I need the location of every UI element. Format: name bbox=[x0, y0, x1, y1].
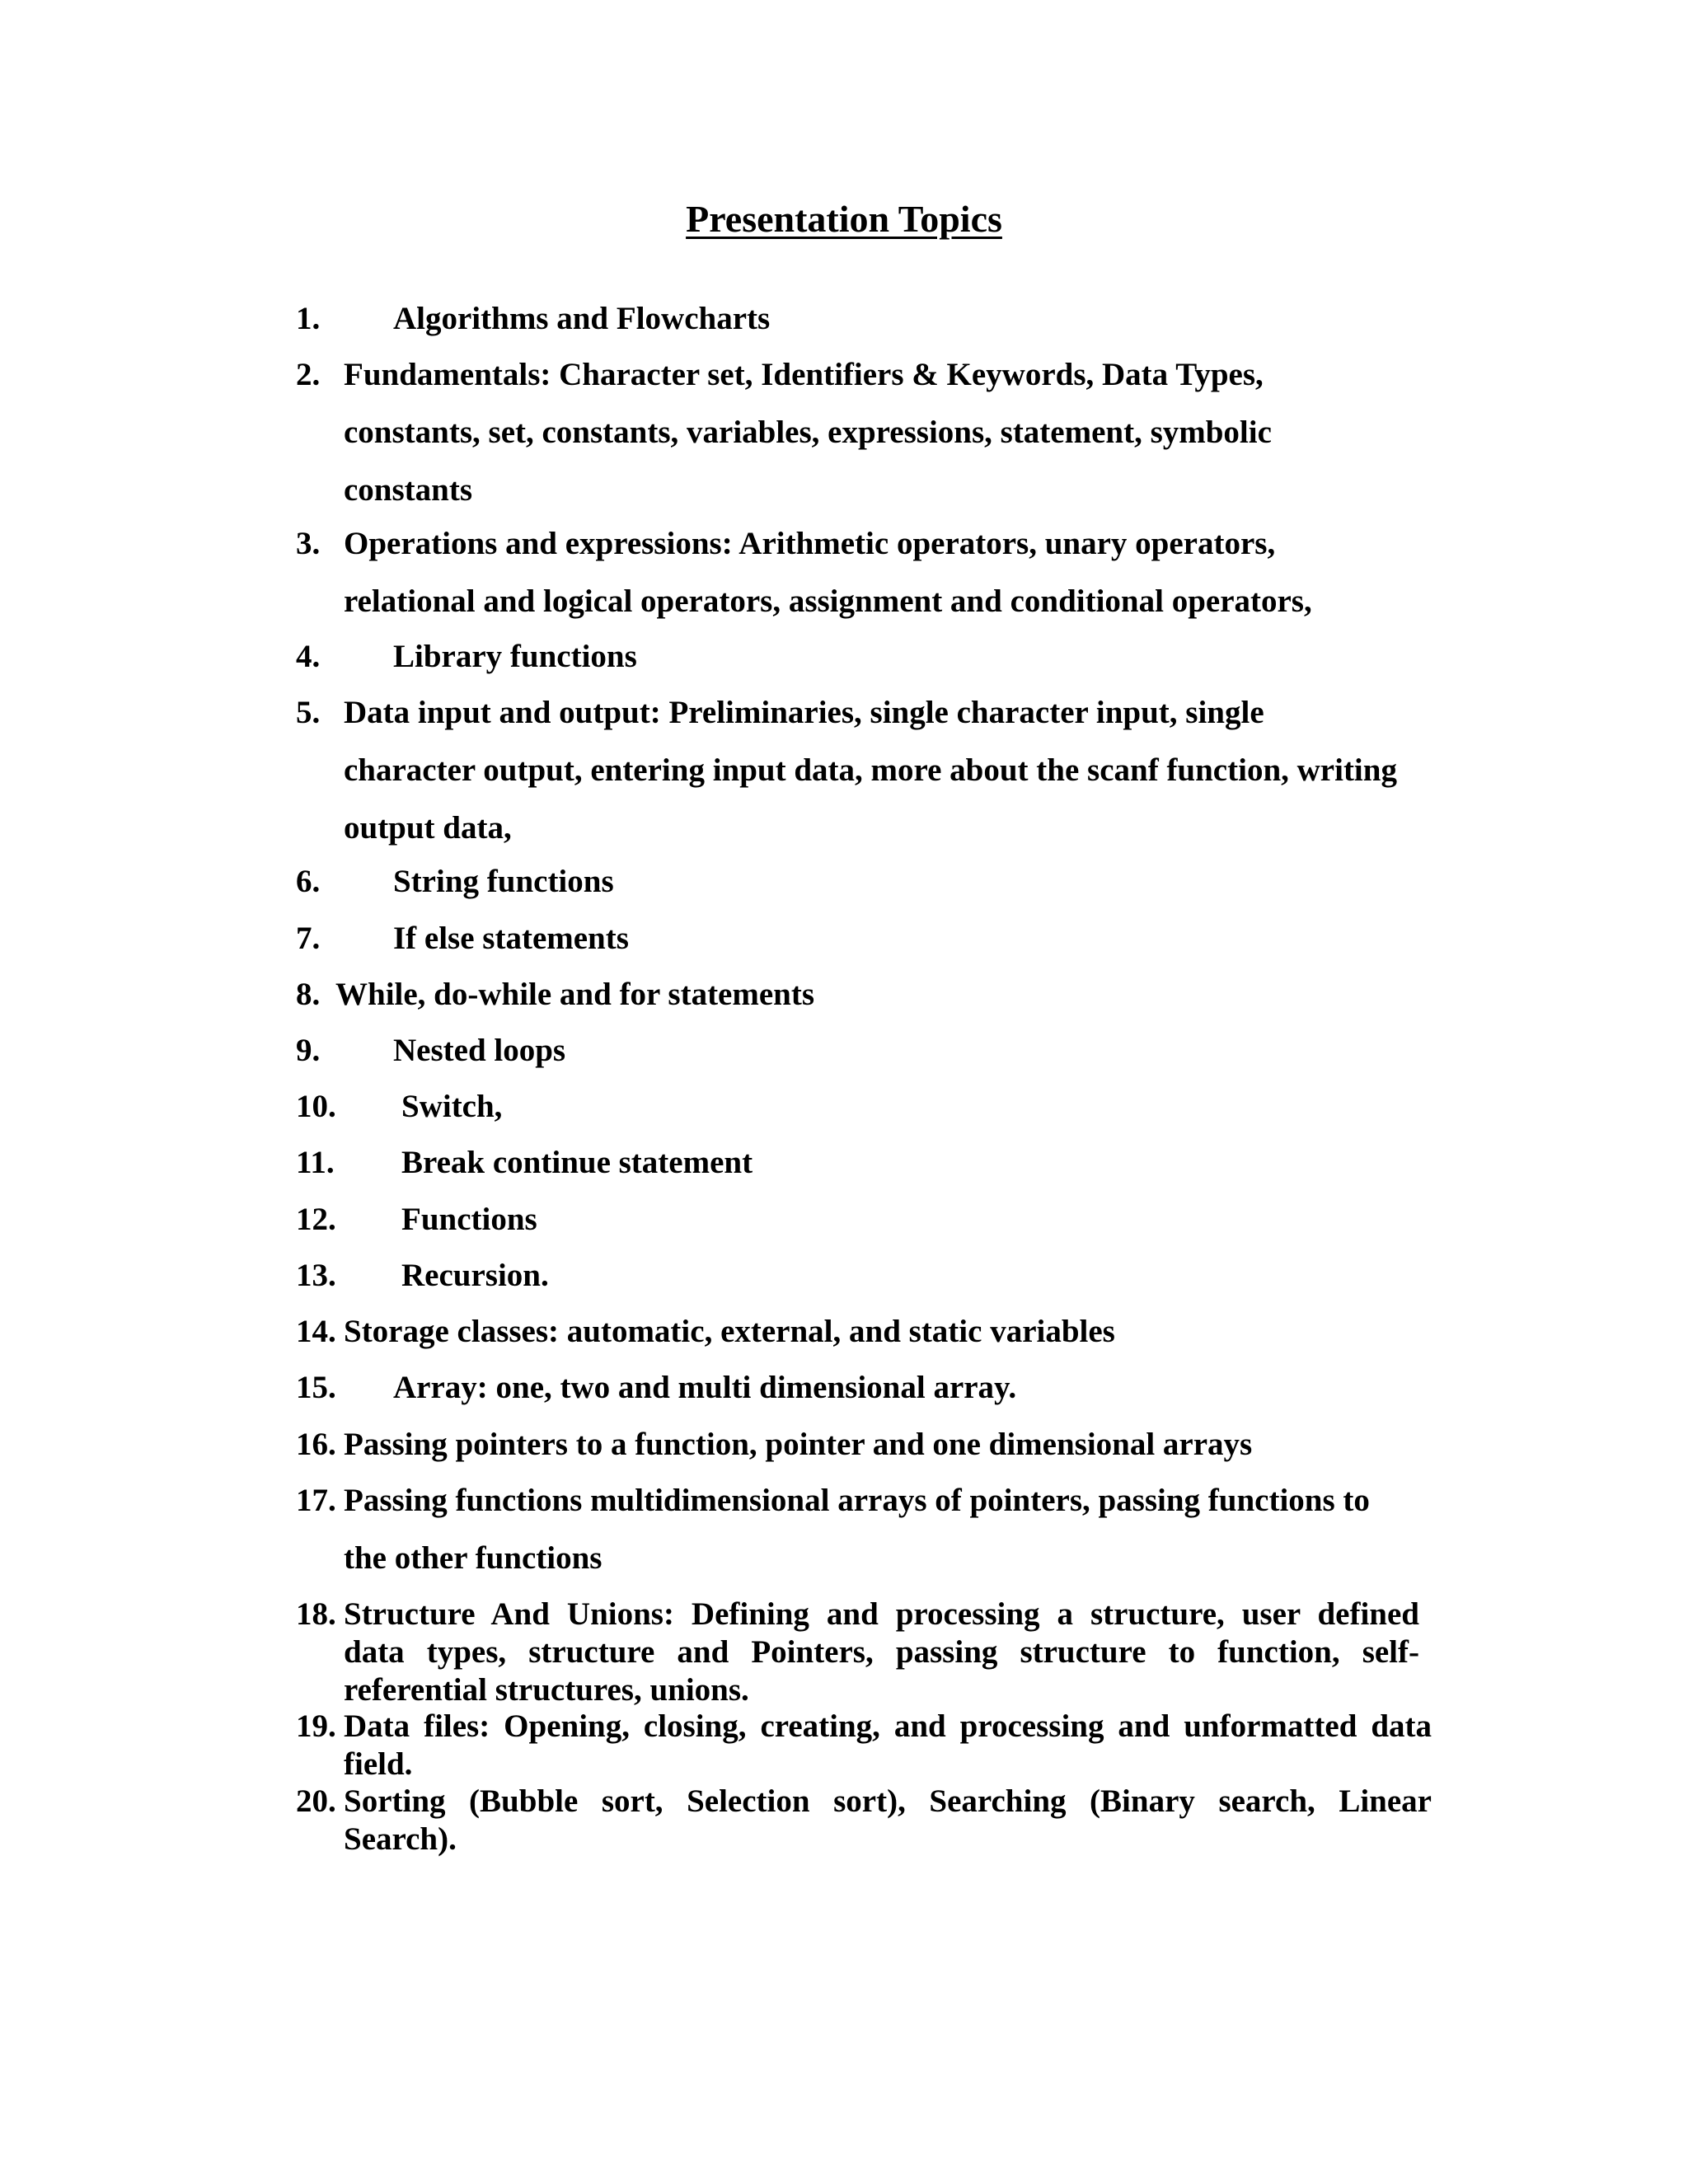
list-item-text bbox=[401, 1134, 753, 1192]
list-item-text bbox=[393, 910, 629, 968]
list-item-line: Search). bbox=[344, 1821, 457, 1857]
list-item-number: 15. bbox=[296, 1370, 336, 1405]
list-item-text bbox=[344, 1708, 1432, 1783]
list-item-number: 2. bbox=[296, 357, 321, 392]
list-item-line: Sorting (Bubble sort, Selection sort), Searching (Binary search, Linear bbox=[344, 1783, 1432, 1819]
list-item-number: 16. bbox=[296, 1427, 336, 1462]
list-item-text bbox=[344, 346, 1272, 519]
list-item-line: Fundamentals: Character set, Identifiers & Keywords, Data Types, bbox=[344, 357, 1264, 392]
list-item-line: constants, set, constants, variables, expressions, statement, symbolic bbox=[344, 415, 1272, 450]
list-item-text bbox=[393, 853, 614, 911]
list-item-line: Array: one, two and multi dimensional array. bbox=[393, 1370, 1017, 1405]
list-item-line: relational and logical operators, assignment and conditional operators, bbox=[344, 583, 1312, 619]
list-item-number: 7. bbox=[296, 921, 321, 956]
list-item-line: Data input and output: Preliminaries, single character input, single bbox=[344, 695, 1264, 730]
list-item-text bbox=[344, 1303, 1115, 1361]
list-item-number: 10. bbox=[296, 1089, 336, 1124]
list-item-line: the other functions bbox=[344, 1540, 603, 1576]
list-item-line: referential structures, unions. bbox=[344, 1672, 749, 1708]
list-item-line: String functions bbox=[393, 864, 614, 899]
list-item-line: Data files: Opening, closing, creating, and processing and unformatted data bbox=[344, 1708, 1432, 1744]
list-item-text bbox=[344, 1472, 1370, 1587]
list-item-number: 9. bbox=[296, 1033, 321, 1068]
list-item-line: While, do-while and for statements bbox=[335, 977, 815, 1012]
list-item-text bbox=[335, 966, 814, 1024]
list-item-number: 14. bbox=[296, 1314, 336, 1349]
list-item-number: 5. bbox=[296, 695, 321, 730]
list-item-text bbox=[393, 1359, 1016, 1417]
list-item-text bbox=[393, 1022, 565, 1080]
list-item-number: 18. bbox=[296, 1596, 336, 1632]
list-item-text bbox=[344, 1783, 1432, 1858]
list-item-line: output data, bbox=[344, 810, 512, 846]
list-item-number: 8. bbox=[296, 977, 321, 1012]
list-item-text bbox=[344, 1596, 1419, 1709]
list-item-line: Break continue statement bbox=[401, 1145, 753, 1180]
list-item-text bbox=[344, 515, 1312, 630]
list-item-line: Nested loops bbox=[393, 1033, 566, 1068]
list-item-line: constants bbox=[344, 472, 473, 508]
list-item-line: Passing functions multidimensional arrays of pointers, passing functions to bbox=[344, 1483, 1370, 1518]
list-item-text bbox=[401, 1078, 502, 1136]
page-title: Presentation Topics bbox=[686, 198, 1002, 240]
list-item-line: data types, structure and Pointers, passing structure to function, self- bbox=[344, 1634, 1419, 1670]
list-item-line: Storage classes: automatic, external, and static variables bbox=[344, 1314, 1115, 1349]
list-item-number: 19. bbox=[296, 1708, 336, 1744]
list-item-number: 4. bbox=[296, 639, 321, 674]
list-item-text bbox=[401, 1247, 549, 1305]
list-item-text bbox=[393, 290, 770, 348]
list-item-number: 13. bbox=[296, 1258, 336, 1293]
list-item-line: Algorithms and Flowcharts bbox=[393, 301, 771, 336]
list-item-number: 12. bbox=[296, 1202, 336, 1237]
list-item-line: Functions bbox=[401, 1202, 537, 1237]
list-item-line: Passing pointers to a function, pointer and one dimensional arrays bbox=[344, 1427, 1253, 1462]
list-item-line: Library functions bbox=[393, 639, 637, 674]
list-item-line: If else statements bbox=[393, 921, 629, 956]
list-item-text bbox=[344, 684, 1397, 857]
list-item-number: 6. bbox=[296, 864, 321, 899]
list-item-number: 20. bbox=[296, 1783, 336, 1819]
list-item-text bbox=[344, 1416, 1252, 1474]
list-item-number: 3. bbox=[296, 526, 321, 561]
list-item-text bbox=[393, 628, 637, 686]
list-item-number: 11. bbox=[296, 1145, 335, 1180]
list-item-text bbox=[401, 1191, 537, 1249]
list-item-line: Operations and expressions: Arithmetic operators, unary operators, bbox=[344, 526, 1276, 561]
list-item-line: Switch, bbox=[401, 1089, 503, 1124]
list-item-line: Structure And Unions: Defining and processing a structure, user defined bbox=[344, 1596, 1419, 1632]
list-item-line: field. bbox=[344, 1746, 413, 1782]
list-item-line: Recursion. bbox=[401, 1258, 549, 1293]
list-item-number: 17. bbox=[296, 1483, 336, 1518]
list-item-line: character output, entering input data, more about the scanf function, writing bbox=[344, 752, 1397, 788]
list-item-number: 1. bbox=[296, 301, 321, 336]
